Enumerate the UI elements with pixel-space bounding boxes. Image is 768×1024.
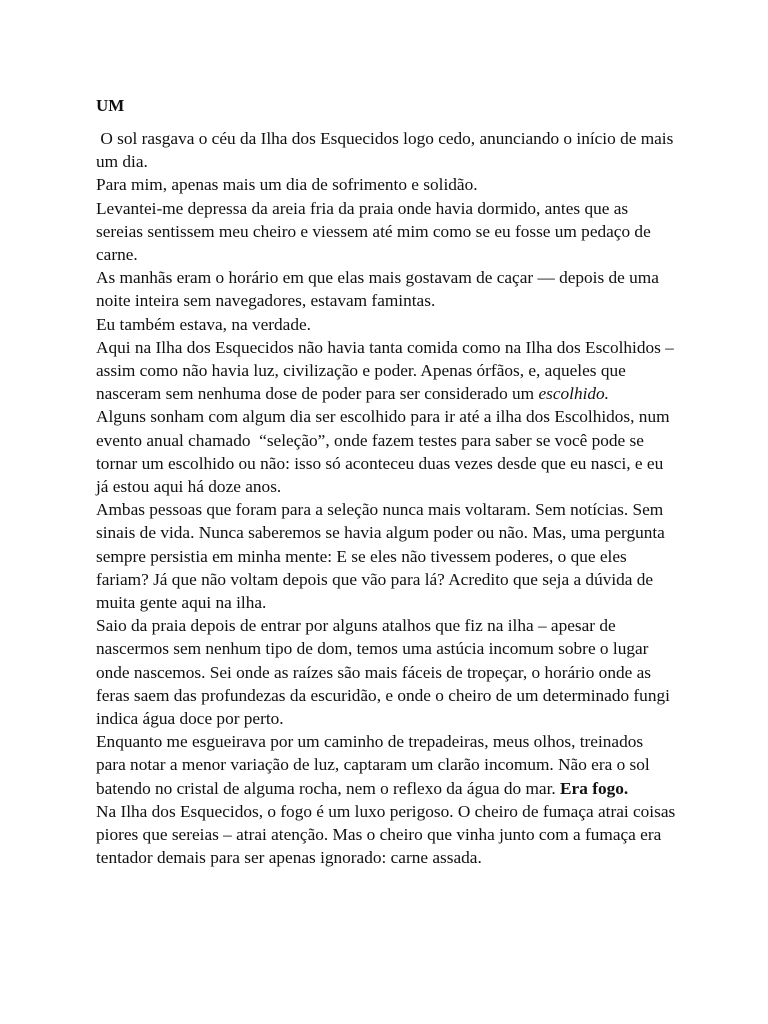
paragraph-5: Eu também estava, na verdade.: [96, 314, 311, 334]
paragraph-6: [96, 336, 679, 406]
chapter-title: UM: [96, 96, 125, 115]
paragraph-3: Levantei-me depressa da areia fria da praia onde havia dormido, antes que as sereias sentissem meu cheiro e viessem até mim como se eu fosse um pedaço de carne.: [96, 198, 656, 265]
paragraph-1: O sol rasgava o céu da Ilha dos Esquecidos logo cedo, anunciando o início de mais um dia.: [96, 129, 678, 172]
chapter-body: [96, 127, 680, 870]
paragraph-6-italic-word: escolhido.: [538, 384, 609, 404]
paragraph-10-text: Enquanto me esgueirava por um caminho de trepadeiras, meus olhos, treinados para notar a menor variação de luz, captaram um clarão incomum. Não era o sol batendo no cristal de alguma rocha, nem o reflexo da água do mar.: [96, 732, 655, 798]
paragraph-8: Ambas pessoas que foram para a seleção nunca mais voltaram. Sem notícias. Sem sinais de vida. Nunca saberemos se havia algum poder ou não. Mas, uma pergunta sempre persistia em minha mente: E se eles não tivessem poderes, o que eles fariam? Já que não voltam depois que vão para lá? Acredito que seja a dúvida de muita gente aqui na ilha.: [96, 500, 670, 613]
paragraph-7: Alguns sonham com algum dia ser escolhido para ir até a ilha dos Escolhidos, num evento anual chamado “seleção”, onde fazem testes para saber se você pode se tornar um escolhido ou não: isso só aconteceu duas vezes desde que eu nasci, e eu já estou aqui há doze anos.: [96, 407, 674, 497]
paragraph-6-text: Aqui na Ilha dos Esquecidos não havia tanta comida como na Ilha dos Escolhidos – assim como não havia luz, civilização e poder. Apenas órfãos, e, aqueles que nasceram sem nenhuma dose de poder para ser considerado um: [96, 337, 679, 404]
paragraph-10-bold-phrase: Era fogo.: [560, 778, 629, 798]
paragraph-9: Saio da praia depois de entrar por alguns atalhos que fiz na ilha – apesar de nascermos sem nenhum tipo de dom, temos uma astúcia incomum sobre o lugar onde nascemos. Sei onde as raízes são mais fáceis de tropeçar, o horário onde as feras saem das profundezas da escuridão, e onde o cheiro de um determinado fungi indica água doce por perto.: [96, 616, 675, 729]
document-page: [96, 94, 680, 870]
paragraph-11: Na Ilha dos Esquecidos, o fogo é um luxo perigoso. O cheiro de fumaça atrai coisas piores que sereias – atrai atenção. Mas o cheiro que vinha junto com a fumaça era tentador demais para ser apenas ignorado: carne assada.: [96, 801, 680, 868]
paragraph-4: As manhãs eram o horário em que elas mais gostavam de caçar — depois de uma noite inteira sem navegadores, estavam famintas.: [96, 268, 664, 311]
paragraph-2: Para mim, apenas mais um dia de sofrimento e solidão.: [96, 175, 478, 195]
paragraph-10: [96, 730, 676, 800]
